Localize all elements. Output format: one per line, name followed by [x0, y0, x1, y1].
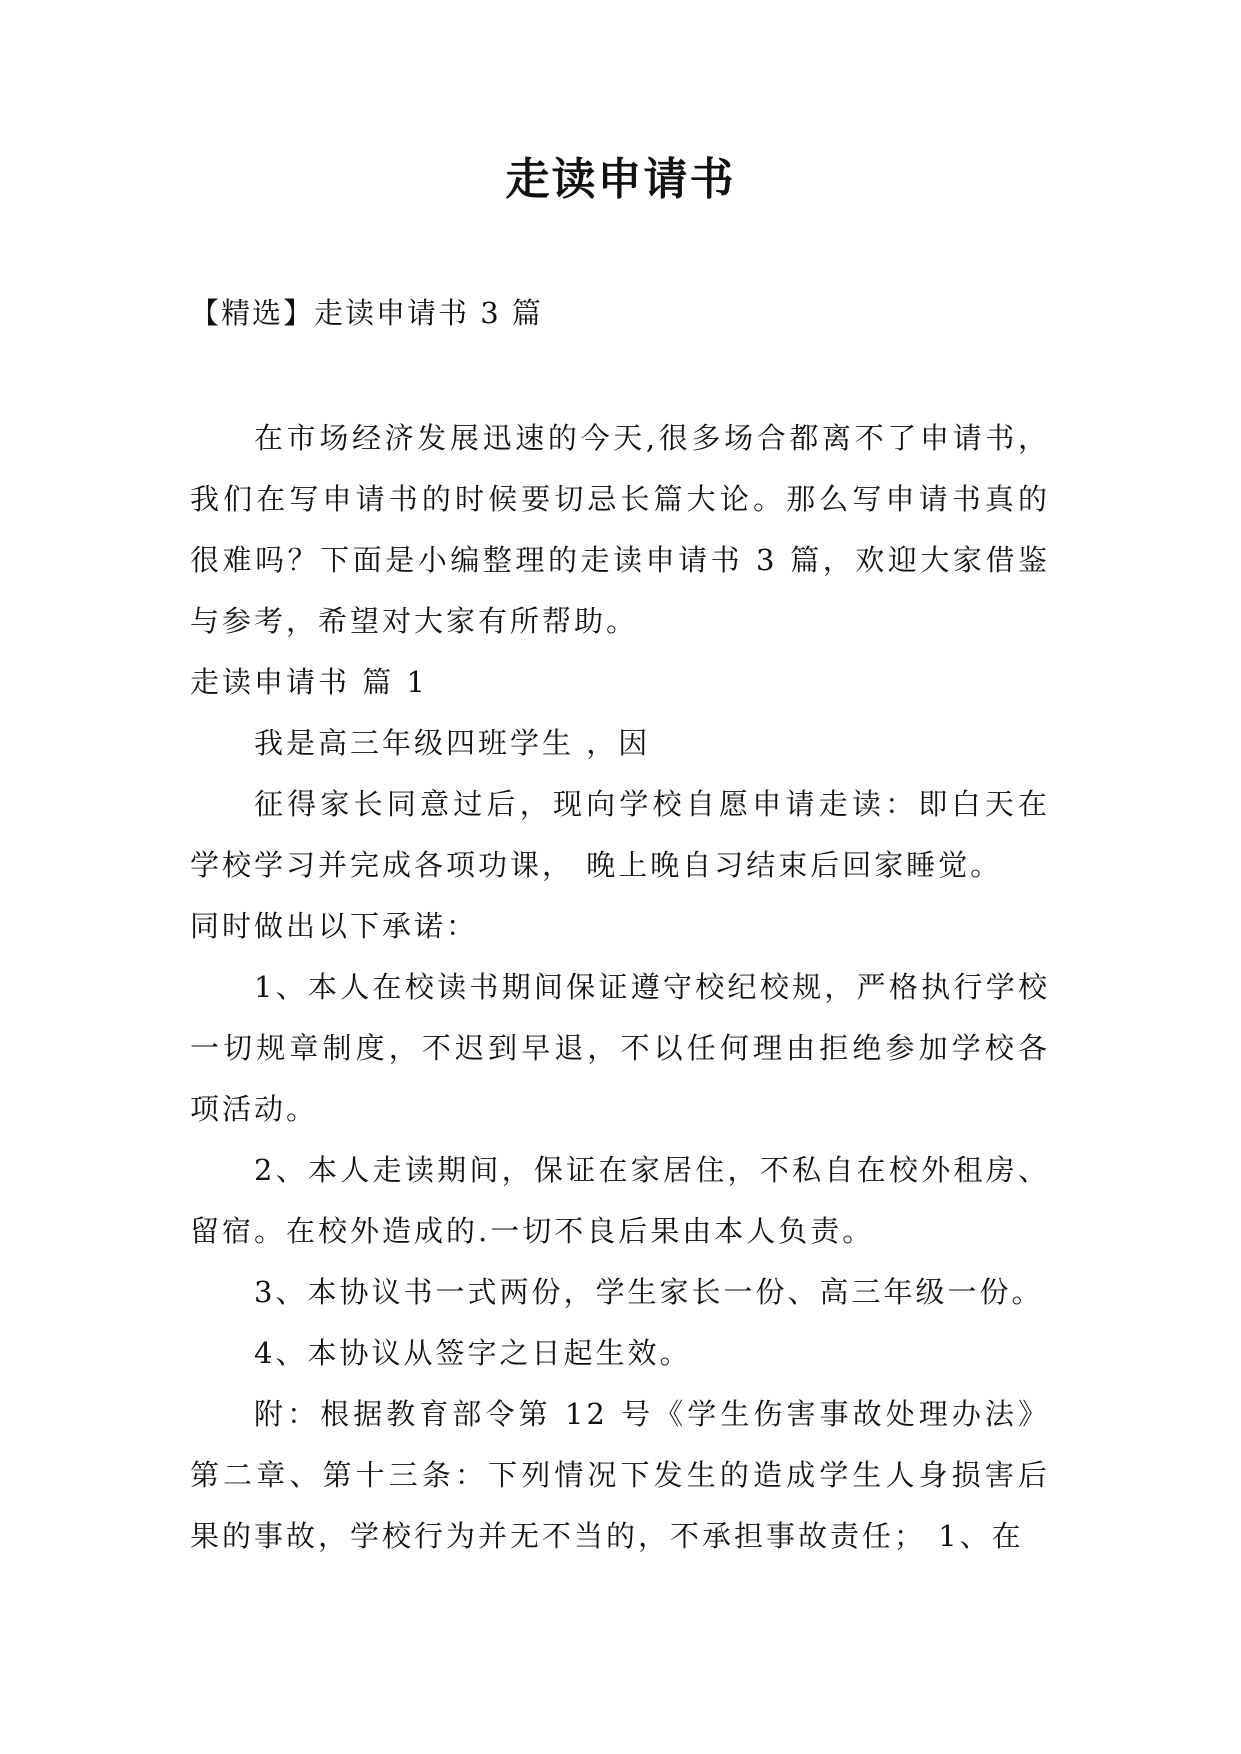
appendix-paragraph: 附：根据教育部令第 12 号《学生伤害事故处理办法》第二章、第十三条：下列情况下发生的造成学生人身损害后果的事故，学校行为并无不当的，不承担事故责任； 1、在 — [190, 1397, 1050, 1553]
body-paragraph: 征得家长同意过后，现向学校自愿申请走读：即白天在学校学习并完成各项功课， 晚上晚自习结束后回家睡觉。 — [190, 787, 1050, 882]
commitment-intro: 同时做出以下承诺： — [190, 909, 479, 943]
document-subtitle: 【精选】走读申请书 3 篇 — [190, 296, 543, 330]
list-item: 2、本人走读期间，保证在家居住，不私自在校外租房、留宿。在校外造成的.一切不良后果由本人负责。 — [190, 1153, 1050, 1248]
intro-paragraph: 在市场经济发展迅速的今天,很多场合都离不了申请书，我们在写申请书的时候要切忌长篇大论。那么写申请书真的很难吗？下面是小编整理的走读申请书 3 篇，欢迎大家借鉴与参考，希望对大家有所帮助。 — [190, 421, 1050, 638]
body-paragraph: 我是高三年级四班学生 ，因 — [254, 726, 651, 760]
document-title: 走读申请书 — [505, 154, 736, 205]
list-item: 3、本协议书一式两份，学生家长一份、高三年级一份。 — [254, 1275, 1044, 1309]
list-item: 4、本协议从签字之日起生效。 — [254, 1336, 692, 1370]
document-body — [190, 408, 1050, 1567]
section-heading: 走读申请书 篇 1 — [190, 665, 428, 699]
list-item: 1、本人在校读书期间保证遵守校纪校规，严格执行学校一切规章制度，不迟到早退，不以任何理由拒绝参加学校各项活动。 — [190, 970, 1050, 1126]
